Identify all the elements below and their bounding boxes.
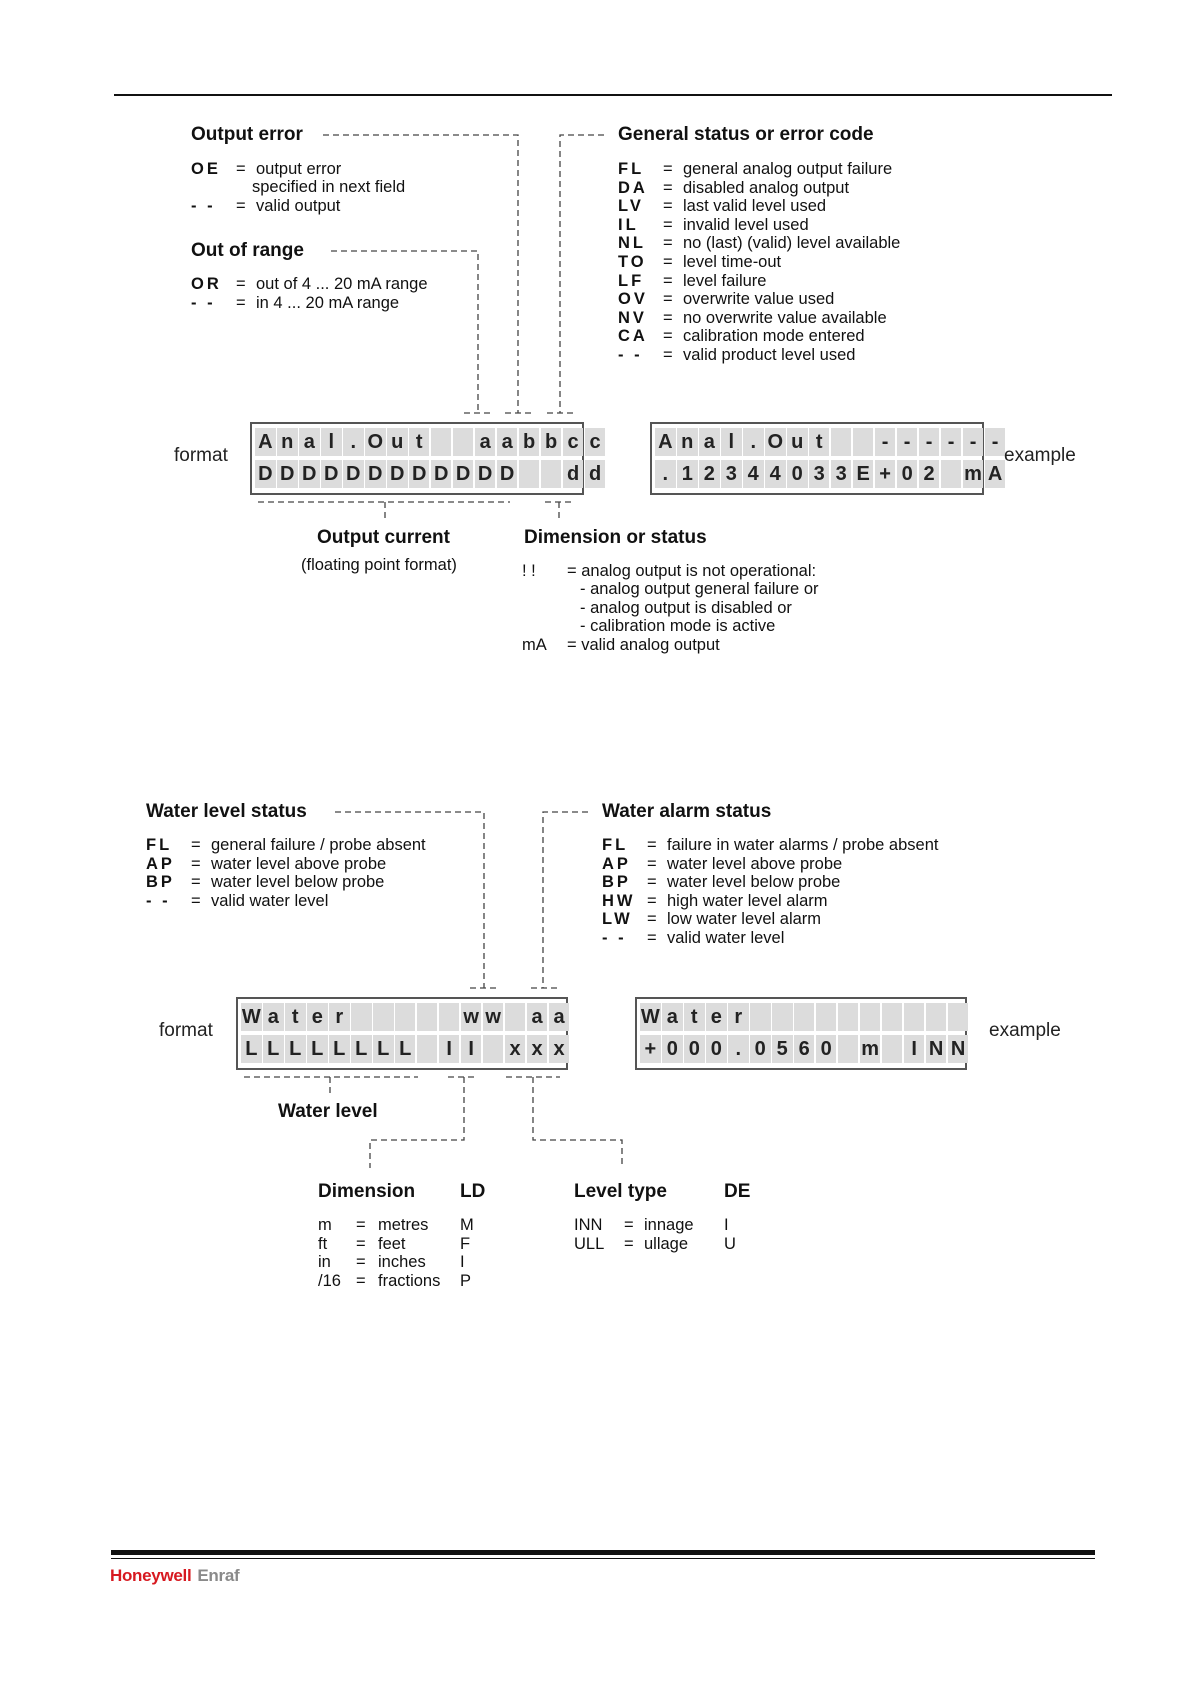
or-code: OR <box>191 275 222 293</box>
lcd-char-cell: . <box>655 460 676 488</box>
lcd-char-cell: L <box>307 1035 328 1063</box>
lcd-char-cell: 0 <box>750 1035 771 1063</box>
status-description: general analog output failure <box>683 160 893 178</box>
lcd-char-cell: . <box>743 428 764 456</box>
lcd-char-cell: L <box>395 1035 416 1063</box>
lcd-char-cell: a <box>475 428 496 456</box>
lcd-char-cell: a <box>662 1003 683 1031</box>
unit-description: feet <box>378 1234 406 1253</box>
water-level-status-title: Water level status <box>146 801 307 822</box>
equals-sign: = <box>663 160 673 178</box>
output-current-subtitle: (floating point format) <box>301 556 457 574</box>
status-description: level time-out <box>683 253 782 271</box>
or-text: out of 4 ... 20 mA range <box>256 275 428 293</box>
lcd-char-cell: L <box>285 1035 306 1063</box>
general-status-title: General status or error code <box>618 124 874 145</box>
lcd-char-cell: D <box>475 460 496 488</box>
status-code: AP <box>146 854 175 873</box>
oe-valid-code: - - <box>191 197 216 215</box>
unit-description: innage <box>644 1216 694 1234</box>
lcd-char-cell: r <box>728 1003 749 1031</box>
lcd-char-cell: x <box>549 1035 570 1063</box>
output-current-title: Output current <box>317 527 450 548</box>
lcd-char-cell: D <box>497 460 518 488</box>
unit-code: m <box>318 1216 332 1234</box>
lcd-char-cell: I <box>439 1035 460 1063</box>
lcd-char-cell: D <box>255 460 276 488</box>
lcd-char-cell: D <box>321 460 342 488</box>
status-description: disabled analog output <box>683 178 850 197</box>
dimension-title: Dimension <box>318 1181 416 1202</box>
lcd-char-cell: A <box>655 428 676 456</box>
equals-sign: = <box>191 891 201 910</box>
lcd-char-cell: + <box>875 460 896 488</box>
ld-title: LD <box>460 1181 486 1202</box>
equals-sign: = <box>663 197 673 216</box>
status-description: last valid level used <box>683 197 827 216</box>
equals-sign: = <box>647 910 657 929</box>
oe-text: output error <box>256 160 342 178</box>
lcd-char-cell: N <box>926 1035 947 1063</box>
lcd-char-cell: - <box>941 428 962 456</box>
oe-text2: specified in next field <box>252 178 406 196</box>
output-error-title: Output error <box>191 124 303 145</box>
lcd-char-cell: t <box>684 1003 705 1031</box>
lcd-char-cell: 3 <box>721 460 742 488</box>
status-code: CA <box>618 327 648 346</box>
unit-code: ft <box>318 1234 328 1253</box>
lcd-char-cell: 0 <box>684 1035 705 1063</box>
lcd-char-cell: - <box>985 428 1006 456</box>
lcd-char-cell: c <box>563 428 584 456</box>
status-code: FL <box>146 836 173 854</box>
equals-sign: = <box>663 346 673 364</box>
lcd-char-cell: 0 <box>816 1035 837 1063</box>
status-code: LW <box>602 910 633 929</box>
lcd-char-cell: D <box>299 460 320 488</box>
unit-description: inches <box>378 1253 426 1272</box>
unit-description: metres <box>378 1216 429 1234</box>
lcd-char-cell: + <box>640 1035 661 1063</box>
or-valid-eq: = <box>236 294 246 312</box>
status-description: water level below probe <box>667 873 841 892</box>
status-description: water level above probe <box>667 854 843 873</box>
lcd-char-cell: m <box>963 460 984 488</box>
lcd-char-cell: . <box>728 1035 749 1063</box>
lcd-char-cell: 2 <box>699 460 720 488</box>
lcd-char-cell: a <box>699 428 720 456</box>
equals-sign: = <box>663 178 673 197</box>
status-description: level failure <box>683 271 767 290</box>
lcd-char-cell: L <box>263 1035 284 1063</box>
lcd-char-cell: r <box>329 1003 350 1031</box>
oe-valid-text: valid output <box>256 197 341 215</box>
lcd-char-cell: d <box>585 460 606 488</box>
lcd-char-cell: a <box>299 428 320 456</box>
code-letter: I <box>460 1253 465 1272</box>
lcd-char-cell: a <box>497 428 518 456</box>
lcd-char-cell: 1 <box>677 460 698 488</box>
lcd-char-cell: 0 <box>706 1035 727 1063</box>
status-code: FL <box>602 836 629 854</box>
status-description: general failure / probe absent <box>211 836 426 854</box>
lcd-char-cell: O <box>765 428 786 456</box>
lcd-char-cell: - <box>897 428 918 456</box>
oe-valid-eq: = <box>236 197 246 215</box>
lcd-char-cell: - <box>919 428 940 456</box>
lcd-char-cell: 0 <box>787 460 808 488</box>
status-code: - - <box>602 929 627 947</box>
status-description: valid water level <box>667 929 785 947</box>
lcd-char-cell: D <box>387 460 408 488</box>
ds-text-4: = valid analog output <box>567 636 720 654</box>
status-code: - - <box>146 891 171 910</box>
status-description: valid product level used <box>683 346 856 364</box>
honeywell-enraf-logo <box>110 1566 239 1586</box>
lcd-char-cell: O <box>365 428 386 456</box>
lcd-char-cell: 4 <box>743 460 764 488</box>
lcd-char-cell: x <box>527 1035 548 1063</box>
code-letter: P <box>460 1271 472 1290</box>
lcd-char-cell: L <box>241 1035 262 1063</box>
or-valid-code: - - <box>191 294 216 312</box>
code-letter: U <box>724 1234 736 1253</box>
status-code: HW <box>602 891 636 910</box>
equals-sign: = <box>191 836 201 854</box>
code-letter: M <box>460 1216 474 1234</box>
status-code: DA <box>618 178 648 197</box>
lcd-char-cell: b <box>519 428 540 456</box>
unit-description: fractions <box>378 1271 441 1290</box>
ds-text-3: - calibration mode is active <box>580 617 776 635</box>
unit-code: ULL <box>574 1234 605 1253</box>
connector-output-error <box>323 135 518 413</box>
lcd-char-cell: x <box>505 1035 526 1063</box>
status-code: NV <box>618 308 647 327</box>
status-description: calibration mode entered <box>683 327 865 346</box>
status-description: no overwrite value available <box>683 308 887 327</box>
status-code: BP <box>146 873 175 892</box>
lcd-char-cell: 3 <box>809 460 830 488</box>
equals-sign: = <box>663 271 673 290</box>
lcd-char-cell: u <box>787 428 808 456</box>
analog-example-label: example <box>1004 445 1076 466</box>
footer-rule-thin <box>111 1558 1095 1559</box>
lcd-char-cell: t <box>409 428 430 456</box>
dimension-status-title: Dimension or status <box>524 527 707 548</box>
lcd-char-cell: 3 <box>831 460 852 488</box>
water-example-label: example <box>989 1020 1061 1041</box>
lcd-char-cell: . <box>343 428 364 456</box>
lcd-char-cell: I <box>904 1035 925 1063</box>
lcd-char-cell: W <box>640 1003 661 1031</box>
lcd-char-cell: 6 <box>794 1035 815 1063</box>
status-description: failure in water alarms / probe absent <box>667 836 939 854</box>
equals-sign: = <box>663 234 673 253</box>
equals-sign: = <box>663 253 673 271</box>
status-code: LF <box>618 271 645 290</box>
lcd-char-cell: t <box>809 428 830 456</box>
status-description: no (last) (valid) level available <box>683 234 901 253</box>
lcd-char-cell: 0 <box>662 1035 683 1063</box>
lcd-char-cell: D <box>453 460 474 488</box>
equals-sign: = <box>663 290 673 309</box>
out-of-range-title: Out of range <box>191 240 304 261</box>
lcd-char-cell: 4 <box>765 460 786 488</box>
unit-description: ullage <box>644 1234 689 1253</box>
status-description: high water level alarm <box>667 891 828 910</box>
equals-sign: = <box>647 854 657 873</box>
connector-l-bracket <box>244 1077 418 1093</box>
connector-water-alarm-status <box>543 812 588 988</box>
equals-sign: = <box>663 327 673 346</box>
status-code: IL <box>618 215 639 234</box>
status-code: LV <box>618 197 644 216</box>
level-type-title: Level type <box>574 1181 667 1202</box>
logo-brand: Honeywell <box>110 1566 192 1585</box>
status-code: - - <box>618 346 643 364</box>
ds-text-2: - analog output is disabled or <box>580 599 792 617</box>
analog-format-label: format <box>174 445 228 466</box>
equals-sign: = <box>647 836 657 854</box>
status-description: valid water level <box>211 891 329 910</box>
status-description: invalid level used <box>683 215 809 234</box>
equals-sign: = <box>191 854 201 873</box>
footer-rule-thick <box>111 1550 1095 1555</box>
lcd-char-cell: t <box>285 1003 306 1031</box>
lcd-char-cell: W <box>241 1003 262 1031</box>
status-description: low water level alarm <box>667 910 822 929</box>
unit-code: in <box>318 1253 331 1272</box>
lcd-char-cell: L <box>373 1035 394 1063</box>
unit-code: /16 <box>318 1271 341 1290</box>
or-eq: = <box>236 275 246 293</box>
lcd-char-cell: l <box>321 428 342 456</box>
lcd-char-cell: b <box>541 428 562 456</box>
lcd-char-cell: w <box>483 1003 504 1031</box>
oe-code: OE <box>191 160 221 178</box>
lcd-char-cell: a <box>527 1003 548 1031</box>
oe-eq: = <box>236 160 246 178</box>
status-code: FL <box>618 160 645 178</box>
equals-sign: = <box>624 1216 634 1234</box>
lcd-char-cell: 2 <box>919 460 940 488</box>
lcd-char-cell: a <box>549 1003 570 1031</box>
status-code: NL <box>618 234 646 253</box>
ds-code-0: ! ! <box>522 562 536 580</box>
lcd-char-cell: - <box>875 428 896 456</box>
lcd-char-cell: a <box>263 1003 284 1031</box>
connector-dd-bracket <box>545 502 574 518</box>
code-letter: F <box>460 1234 471 1253</box>
ds-text-1: - analog output general failure or <box>580 580 819 598</box>
equals-sign: = <box>356 1253 366 1272</box>
lcd-char-cell: L <box>351 1035 372 1063</box>
lcd-char-cell: D <box>409 460 430 488</box>
lcd-char-cell: D <box>343 460 364 488</box>
equals-sign: = <box>663 308 673 327</box>
equals-sign: = <box>624 1234 634 1253</box>
lcd-char-cell: L <box>329 1035 350 1063</box>
equals-sign: = <box>191 873 201 892</box>
lcd-char-cell: l <box>721 428 742 456</box>
ds-code-4: mA <box>522 636 547 654</box>
status-code: OV <box>618 290 648 309</box>
lcd-char-cell: e <box>307 1003 328 1031</box>
lcd-char-cell: m <box>860 1035 881 1063</box>
lcd-char-cell: u <box>387 428 408 456</box>
lcd-char-cell: N <box>948 1035 969 1063</box>
water-format-label: format <box>159 1020 213 1041</box>
lcd-char-cell: A <box>985 460 1006 488</box>
connector-water-level-status <box>335 812 484 988</box>
de-title: DE <box>724 1181 751 1202</box>
connector-general-status <box>560 135 604 413</box>
or-valid-text: in 4 ... 20 mA range <box>256 294 400 312</box>
lcd-char-cell: d <box>563 460 584 488</box>
status-code: TO <box>618 253 647 271</box>
code-letter: I <box>724 1216 729 1234</box>
connector-level-type <box>506 1077 622 1168</box>
status-code: AP <box>602 854 631 873</box>
lcd-char-cell: D <box>277 460 298 488</box>
lcd-char-cell: D <box>365 460 386 488</box>
equals-sign: = <box>356 1216 366 1234</box>
lcd-char-cell: 5 <box>772 1035 793 1063</box>
connector-out-of-range <box>331 251 478 413</box>
status-description: overwrite value used <box>683 290 835 309</box>
status-description: water level below probe <box>211 873 385 892</box>
equals-sign: = <box>647 891 657 910</box>
equals-sign: = <box>663 215 673 234</box>
lcd-char-cell: D <box>431 460 452 488</box>
equals-sign: = <box>356 1271 366 1290</box>
lcd-char-cell: n <box>277 428 298 456</box>
lcd-char-cell: I <box>461 1035 482 1063</box>
water-alarm-status-title: Water alarm status <box>602 801 772 822</box>
lcd-char-cell: e <box>706 1003 727 1031</box>
connector-dimension <box>370 1077 478 1168</box>
lcd-char-cell: w <box>461 1003 482 1031</box>
equals-sign: = <box>356 1234 366 1253</box>
lcd-char-cell: E <box>853 460 874 488</box>
ds-text-0: = analog output is not operational: <box>567 562 817 580</box>
status-description: water level above probe <box>211 854 387 873</box>
lcd-char-cell: A <box>255 428 276 456</box>
lcd-char-cell: n <box>677 428 698 456</box>
lcd-char-cell: c <box>585 428 606 456</box>
equals-sign: = <box>647 873 657 892</box>
equals-sign: = <box>647 929 657 947</box>
lcd-char-cell: - <box>963 428 984 456</box>
logo-sub: Enraf <box>197 1566 240 1585</box>
unit-code: INN <box>574 1216 603 1234</box>
lcd-char-cell: 0 <box>897 460 918 488</box>
status-code: BP <box>602 873 631 892</box>
water-level-label: Water level <box>278 1101 378 1122</box>
